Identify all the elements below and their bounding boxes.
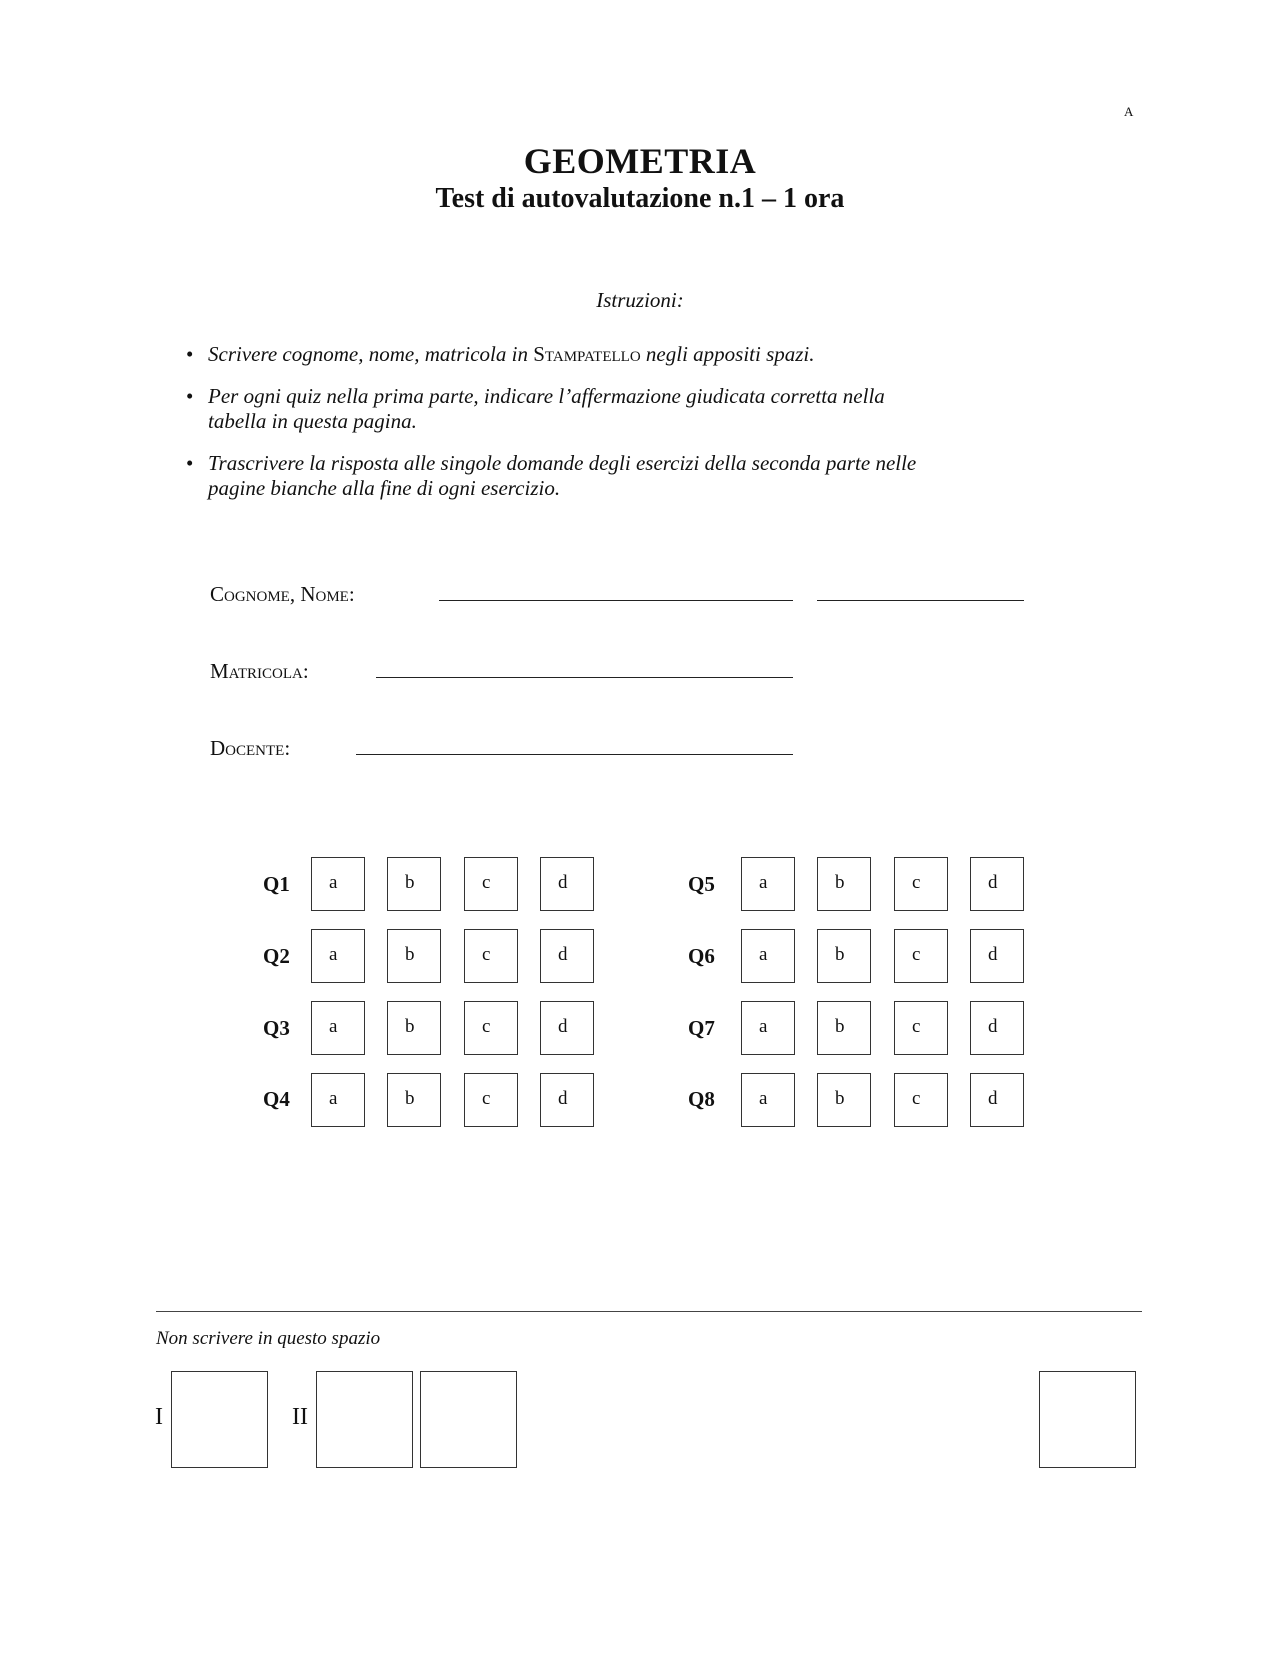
instruction-text: Trascrivere la risposta alle singole domande degli esercizi della seconda parte nelle pagine bianche alla fine di ogni esercizio. (208, 451, 917, 500)
option-label: d (558, 944, 568, 965)
instruction-text: Per ogni quiz nella prima parte, indicare l’affermazione giudicata corretta nella tabella in questa pagina. (208, 384, 885, 433)
q8-option-d[interactable] (970, 1073, 1024, 1127)
option-label: c (912, 1016, 921, 1037)
option-label: c (482, 1088, 491, 1109)
bullet-icon: • (186, 384, 194, 408)
exam-variant: A (1124, 104, 1134, 119)
quiz-label-q3: Q3 (263, 1016, 290, 1040)
q1-option-a[interactable] (311, 857, 365, 911)
q7-option-d[interactable] (970, 1001, 1024, 1055)
grading-label-i: I (155, 1404, 163, 1430)
bullet-icon: • (186, 451, 194, 475)
option-label: d (988, 872, 998, 893)
q2-option-a[interactable] (311, 929, 365, 983)
option-label: a (759, 944, 768, 965)
nome-line[interactable] (817, 600, 1024, 601)
q4-option-c[interactable] (464, 1073, 518, 1127)
quiz-label-q7: Q7 (688, 1016, 715, 1040)
option-label: a (759, 1088, 768, 1109)
q3-option-a[interactable] (311, 1001, 365, 1055)
q4-option-a[interactable] (311, 1073, 365, 1127)
q3-option-b[interactable] (387, 1001, 441, 1055)
option-label: b (835, 944, 845, 965)
option-label: c (482, 872, 491, 893)
option-label: b (835, 1088, 845, 1109)
q7-option-a[interactable] (741, 1001, 795, 1055)
option-label: d (558, 1088, 568, 1109)
cognome-nome-label: Cognome, Nome: (210, 582, 355, 606)
q8-option-c[interactable] (894, 1073, 948, 1127)
q7-option-c[interactable] (894, 1001, 948, 1055)
quiz-label-q1: Q1 (263, 872, 290, 896)
option-label: a (329, 872, 338, 893)
q8-option-b[interactable] (817, 1073, 871, 1127)
q1-option-c[interactable] (464, 857, 518, 911)
quiz-label-q4: Q4 (263, 1087, 290, 1111)
instruction-item-3 (186, 451, 946, 503)
q2-option-c[interactable] (464, 929, 518, 983)
quiz-label-q5: Q5 (688, 872, 715, 896)
q6-option-b[interactable] (817, 929, 871, 983)
quiz-label-q8: Q8 (688, 1087, 715, 1111)
q2-option-b[interactable] (387, 929, 441, 983)
option-label: d (558, 1016, 568, 1037)
grading-label-ii: II (292, 1404, 308, 1430)
option-label: a (759, 872, 768, 893)
option-label: b (405, 1088, 415, 1109)
instruction-text: Scrivere cognome, nome, matricola in (208, 342, 534, 366)
docente-line[interactable] (356, 754, 793, 755)
option-label: c (482, 944, 491, 965)
quiz-label-q6: Q6 (688, 944, 715, 968)
grading-box-i (171, 1371, 268, 1468)
option-label: a (759, 1016, 768, 1037)
cognome-line[interactable] (439, 600, 793, 601)
q1-option-b[interactable] (387, 857, 441, 911)
instruction-text: negli appositi spazi. (640, 342, 815, 366)
quiz-label-q2: Q2 (263, 944, 290, 968)
instructions-title: Istruzioni: (596, 288, 684, 312)
q1-option-d[interactable] (540, 857, 594, 911)
option-label: a (329, 1016, 338, 1037)
q6-option-d[interactable] (970, 929, 1024, 983)
option-label: b (405, 872, 415, 893)
bullet-icon: • (186, 342, 194, 366)
option-label: a (329, 944, 338, 965)
instruction-item-1 (186, 342, 946, 368)
page-title: GEOMETRIA (523, 141, 757, 181)
grading-box-total (1039, 1371, 1136, 1468)
q5-option-a[interactable] (741, 857, 795, 911)
separator-line (156, 1311, 1142, 1312)
q5-option-d[interactable] (970, 857, 1024, 911)
option-label: b (405, 1016, 415, 1037)
q7-option-b[interactable] (817, 1001, 871, 1055)
q5-option-c[interactable] (894, 857, 948, 911)
option-label: c (912, 1088, 921, 1109)
q2-option-d[interactable] (540, 929, 594, 983)
q5-option-b[interactable] (817, 857, 871, 911)
q3-option-d[interactable] (540, 1001, 594, 1055)
grading-box-ii-1 (316, 1371, 413, 1468)
q4-option-b[interactable] (387, 1073, 441, 1127)
docente-label: Docente: (210, 736, 291, 760)
option-label: d (988, 1016, 998, 1037)
instruction-item-2 (186, 384, 946, 436)
q6-option-a[interactable] (741, 929, 795, 983)
option-label: d (988, 944, 998, 965)
grading-box-ii-2 (420, 1371, 517, 1468)
matricola-line[interactable] (376, 677, 793, 678)
option-label: c (912, 872, 921, 893)
q8-option-a[interactable] (741, 1073, 795, 1127)
instruction-smallcaps: Stampatello (533, 342, 641, 366)
option-label: c (912, 944, 921, 965)
option-label: a (329, 1088, 338, 1109)
option-label: b (405, 944, 415, 965)
option-label: d (558, 872, 568, 893)
matricola-label: Matricola: (210, 659, 309, 683)
page-subtitle: Test di autovalutazione n.1 – 1 ora (435, 183, 845, 214)
option-label: b (835, 1016, 845, 1037)
q4-option-d[interactable] (540, 1073, 594, 1127)
q6-option-c[interactable] (894, 929, 948, 983)
do-not-write-note: Non scrivere in questo spazio (156, 1328, 381, 1349)
q3-option-c[interactable] (464, 1001, 518, 1055)
option-label: d (988, 1088, 998, 1109)
option-label: c (482, 1016, 491, 1037)
option-label: b (835, 872, 845, 893)
